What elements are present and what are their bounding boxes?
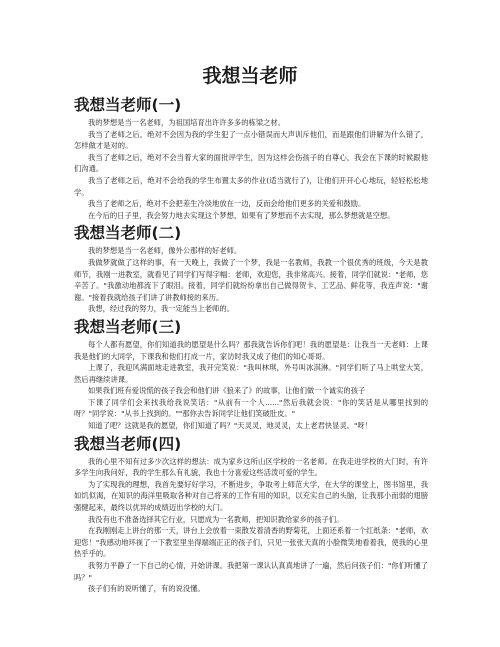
paragraph: 我没有也不准备选择其它行业，只愿成为一名教师，把知识教给家乡的孩子们。 [88, 514, 344, 524]
section-3 [74, 318, 428, 432]
paragraph: 我做梦就做了这样的事，有一天晚上，我做了一个梦，我是一名教师，我教一个很优秀的班级，今天是教师节，我刚一进教室，就看见了同学们写得字幅：老师，欢迎您，我非常高兴。接着，同学们就说："老师，您辛苦了。"我激动地都流下了眼泪。接着，同学们就纷纷拿出自己做得贺卡、工艺品、鲜花等，我连声说："谢谢。"接着我就给孩子们讲了讲教师接的来历。 [74, 257, 428, 302]
section-heading: 我想当老师(三) [74, 317, 182, 336]
paragraph: 我当了老师之后，绝对不会因为我的学生犯了一点小错误而大声训斥他们，而是跟他们讲解为什么错了，怎样做才是对的。 [74, 129, 428, 151]
section-heading: 我想当老师(二) [74, 224, 182, 243]
paragraph: 我的梦想是当一名老师，为祖国培育出许许多多的栋梁之材。 [88, 118, 286, 127]
section-2 [74, 224, 428, 315]
paragraph: 如果我们班有爱说慌的孩子我会和他们讲《狼来了》的故事，让他们做一个诚实的孩子 [88, 386, 366, 396]
section-heading: 我想当老师(一) [74, 96, 182, 114]
paragraph: 下课了同学们会来找我给我说笑话："从前有一个人......"然后我就会说："你的笑话是从哪里找到的呀？"同学说："从书上找到的。""那你去告诉同学让他们笑破肚皮。" [74, 397, 428, 419]
paragraph: 我当了老师之后，绝对不会当着大家的面批评学生，因为这样会伤孩子的自尊心，我会在下课的时候跟他们沟通。 [74, 152, 428, 174]
document-title: 我想当老师 [202, 65, 298, 87]
section-1 [74, 96, 428, 221]
section-heading: 我想当老师(四) [74, 434, 182, 453]
paragraph: 我当了老师之后，绝对不会给我的学生布置太多的作业(适当就行了)，让他们开开心心地玩，轻轻松松地学。 [74, 175, 428, 197]
paragraph: 知道了吧？这就是我的愿望，你们知道了吗？"天灵灵，地灵灵，太上老君快显灵。"呀！ [88, 421, 372, 431]
paragraph: 我想，经过我的努力，我一定能当上老师的。 [88, 304, 234, 314]
paragraph: 我当了老师之后，绝对不会把差生冷淡地放在一边，反而会给他们更多的关爱和鼓励。 [88, 199, 366, 209]
paragraph: 我的心里不知有过多少次这样的想法：成为家乡这所山区学校的一名老师。在我走进学校的大门时，有许多学生向我问好，我的学生那么有礼貌，我也十分喜爱这些活泼可爱的学生。 [74, 456, 428, 478]
paragraph: 我的梦想是当一名老师，像外公那样的好老师。 [88, 246, 242, 256]
paragraph: 上课了，我迎风满面地走进教室，我开完笑说："我叫林琪，外号叫冰淇淋。"同学们听了马上哄堂大笑，然后再继续讲课。 [74, 363, 428, 384]
document-body [74, 93, 428, 595]
paragraph: 在我刚刚走上讲台的那一天，讲台上会放着一束散发着清香的野菊花，上面还系着一个红纸条："老师，欢迎您！"我感动地环视了一下教室里坐得端端正正的孩子们，只见一张张天真的小脸微笑地看着我，使我的心里热乎乎的。 [74, 526, 428, 559]
section-4 [74, 435, 428, 595]
paragraph: 孩子们有的说听懂了，有的说没懂。 [88, 584, 205, 594]
paragraph: 每个人都有愿望，你们知道我的愿望是什么吗？那我就告诉你们吧！我的愿望是：让我当一天老师：上课我是他们的大同学，下课我和他们打成一片，家访时我又成了他们的知心哥哥。 [74, 339, 428, 361]
paragraph: 在今后的日子里，我会努力地去实现这个梦想，如果有了梦想而不去实现，那么梦想就是空想。 [88, 210, 395, 220]
paragraph: 我努力平静了一下自己的心情，开始讲课。我把第一课认认真真地讲了一遍，然后问孩子们："你们听懂了吗？" [74, 561, 428, 582]
paragraph: 为了实现我的理想，我首先要好好学习，不断进步，争取考上师范大学，在大学的课堂上，图书馆里，我如饥似渴，在知识的海洋里吸取各种对自己将来的工作有用的知识，以充实自己的头脑，让我那小而弱的翅膀强健起来，最终以优异的成绩迈出学校的大门。 [74, 479, 428, 513]
